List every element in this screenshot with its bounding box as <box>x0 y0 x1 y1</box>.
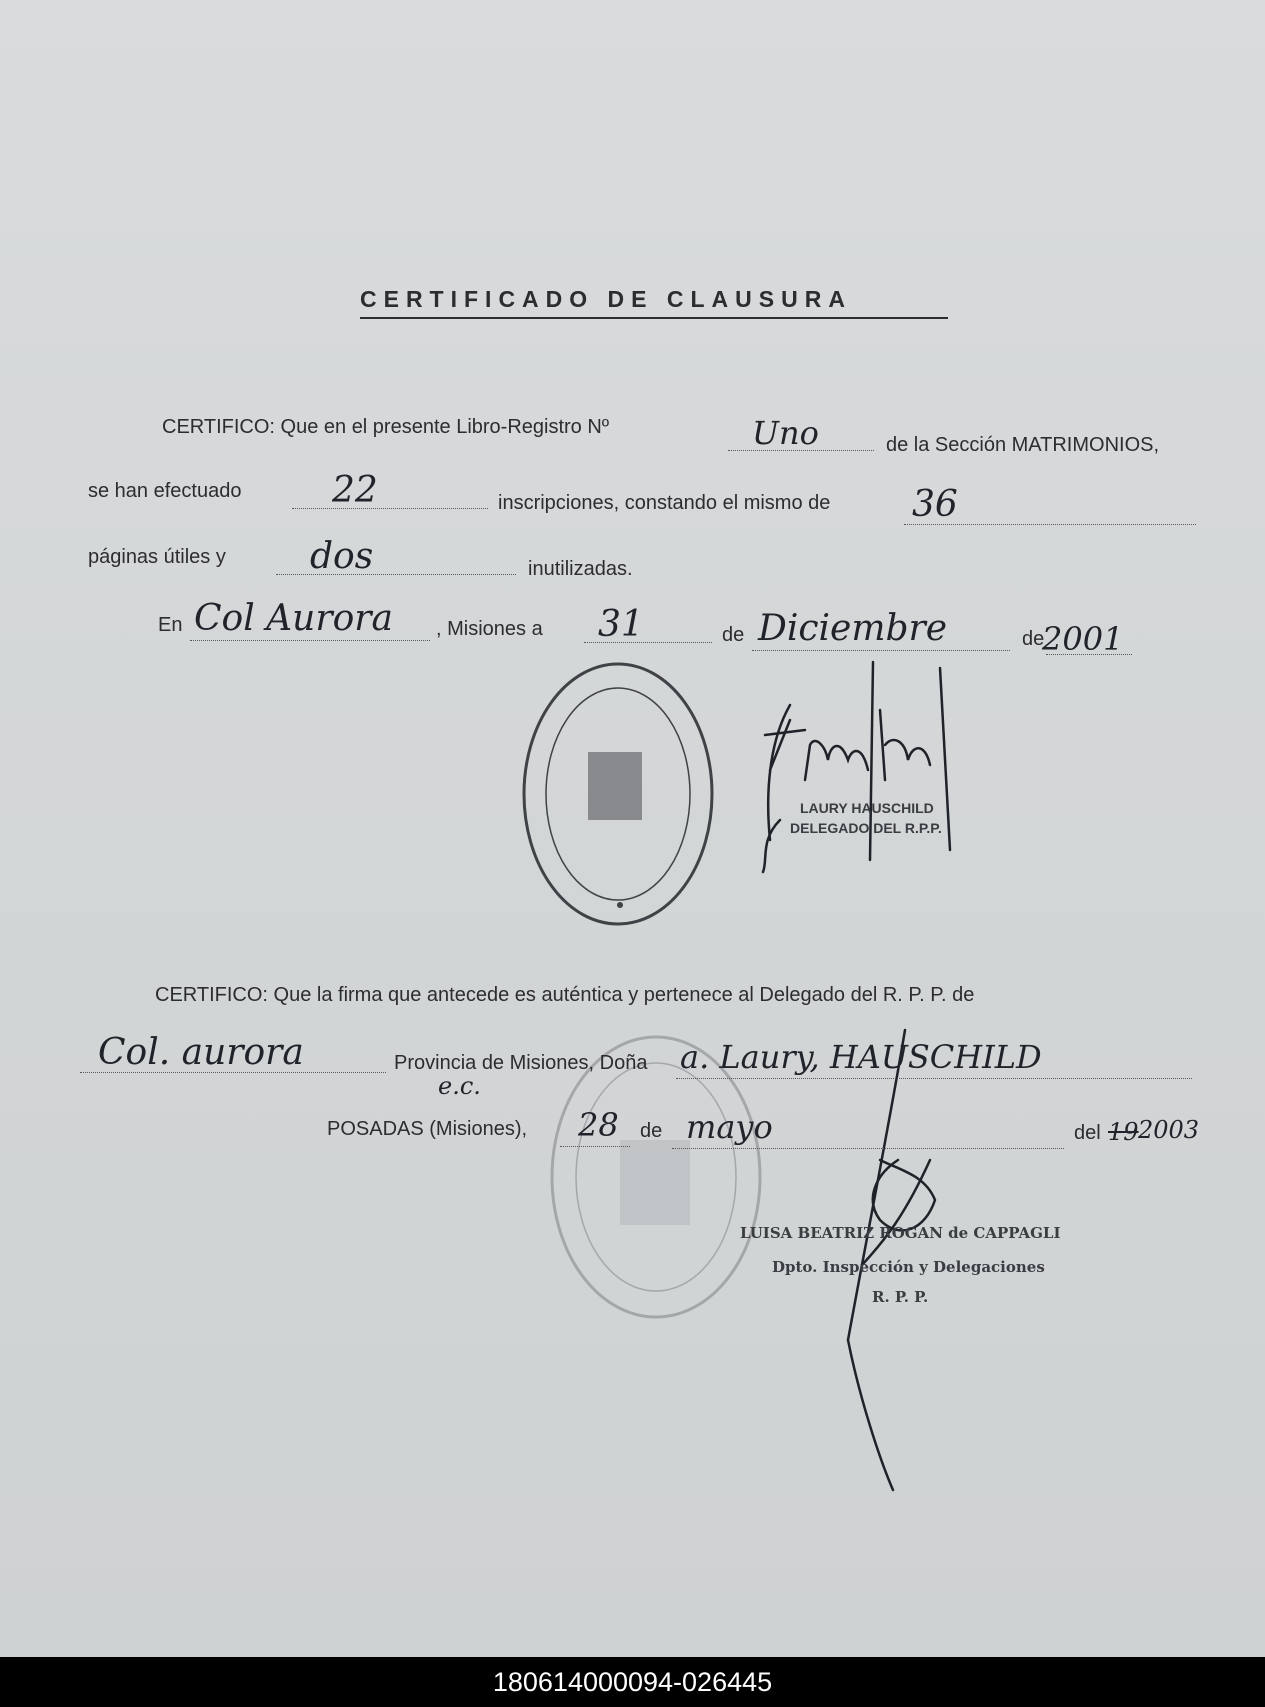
p2-line3-text-c: del <box>1074 1122 1101 1144</box>
hw-inscriptions: 22 <box>332 470 378 511</box>
hw-pages: 36 <box>912 484 958 525</box>
hw-day-2: 28 <box>578 1106 619 1144</box>
stamp2-dept: Dpto. Inspección y Delegaciones <box>772 1258 1045 1276</box>
stamp2-rpp: R. P. P. <box>872 1288 929 1306</box>
hw-year-2: 2003 <box>1138 1116 1200 1144</box>
p1-line4-text-d: de <box>1022 628 1045 650</box>
p1-line4-text-b: , Misiones a <box>436 618 543 640</box>
p1-line1-text-b: de la Sección MATRIMONIOS, <box>886 434 1160 456</box>
document-id-footer: 180614000094-026445 <box>0 1657 1265 1707</box>
hw-name: a. Laury, HAUSCHILD <box>680 1038 1042 1076</box>
hw-month-2: mayo <box>686 1108 773 1146</box>
hw-book-number: Uno <box>752 414 819 452</box>
p1-line4-text-a: En <box>158 614 183 636</box>
p2-line3-text-b: de <box>640 1120 663 1142</box>
hw-day: 31 <box>598 604 644 645</box>
stamp1-name: LAURY HAUSCHILD <box>800 800 934 816</box>
p1-line1-text-a: CERTIFICO: Que en el presente Libro-Registro Nº <box>162 416 610 438</box>
p2-line3-text-a: POSADAS (Misiones), <box>327 1118 528 1140</box>
oval-seal-bottom <box>552 1037 760 1317</box>
stamp1-title: DELEGADO DEL R.P.P. <box>790 820 942 836</box>
p1-line2-text-a: se han efectuado <box>88 480 242 502</box>
p2-line2-text-a: Provincia de Misiones, Doña <box>394 1052 648 1074</box>
p1-line2-text-b: inscripciones, constando el mismo de <box>498 492 831 514</box>
hw-unused: dos <box>310 536 374 577</box>
p2-line1-text: CERTIFICO: Que la firma que antecede es auténtica y pertenece al Delegado del R. P. P. de <box>155 984 975 1006</box>
hw-note: e.c. <box>438 1072 481 1100</box>
p1-line3-text-b: inutilizadas. <box>528 558 633 580</box>
hw-place: Col Aurora <box>194 598 393 639</box>
signature-top <box>763 662 950 872</box>
p1-line4-text-c: de <box>722 624 745 646</box>
hw-year: 2001 <box>1042 620 1124 658</box>
document-title: CERTIFICADO DE CLAUSURA <box>360 286 948 319</box>
hw-year-struck: 19 <box>1108 1118 1139 1146</box>
stamp2-name: LUISA BEATRIZ ROGAN de CAPPAGLI <box>740 1224 1061 1242</box>
blank-inscriptions <box>292 478 488 509</box>
hw-place-2: Col. aurora <box>98 1032 304 1073</box>
oval-seal-top <box>524 664 712 924</box>
hw-month: Diciembre <box>758 608 948 649</box>
p1-line3-text-a: páginas útiles y <box>88 546 226 568</box>
